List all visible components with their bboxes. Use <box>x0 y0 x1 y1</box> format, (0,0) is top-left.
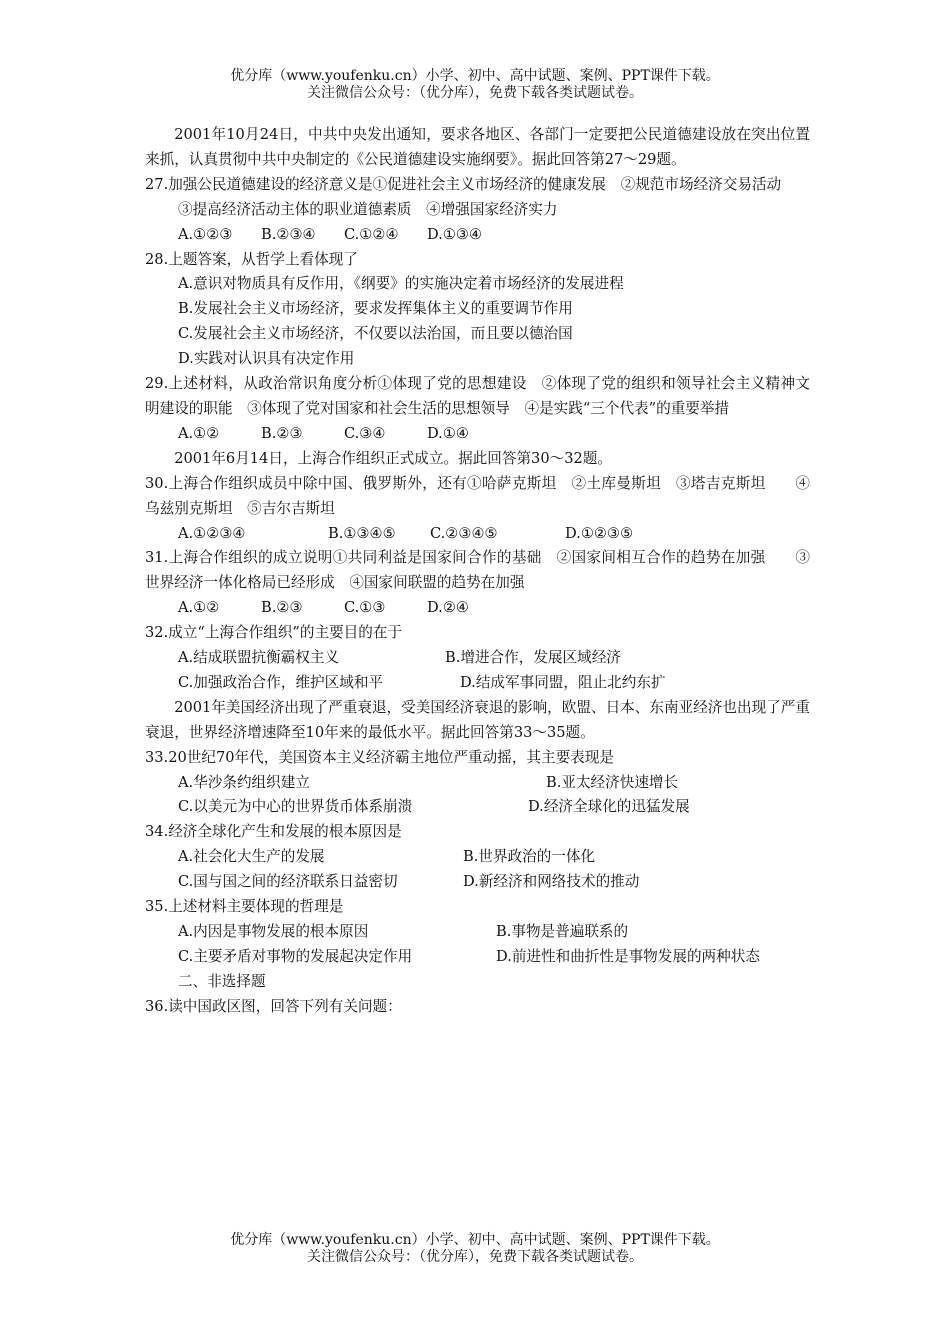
option-d: D.前进性和曲折性是事物发展的两种状态 <box>496 947 760 965</box>
option-b: B.世界政治的一体化 <box>463 848 596 866</box>
option-b: B.②③④ <box>261 225 316 243</box>
option-c: C.主要矛盾对事物的发展起决定作用 <box>178 947 413 965</box>
question-33-options-row-2 <box>145 795 810 820</box>
footer-line-2: 关注微信公众号：（优分库），免费下载各类试题试卷。 <box>307 1249 643 1265</box>
option-a: A.①②③ <box>178 225 233 243</box>
option-b: B.①③④⑤ <box>328 524 396 542</box>
option-a: A.内因是事物发展的根本原因 <box>178 923 369 940</box>
question-27-stem-cont: ③提高经济活动主体的职业道德素质 ④增强国家经济实力 <box>178 200 558 218</box>
question-35-options-row-1 <box>145 920 810 945</box>
option-d: D.结成军事同盟，阻止北约东扩 <box>460 673 666 691</box>
question-30-stem: 30.上海合作组织成员中除中国、俄罗斯外，还有①哈萨克斯坦 ②土库曼斯坦 ③塔吉克斯坦 ④乌兹别克斯坦 ⑤吉尔吉斯坦 <box>145 474 810 517</box>
option-c: C.以美元为中心的世界货币体系崩溃 <box>178 798 413 816</box>
option-a: A.结成联盟抗衡霸权主义 <box>178 649 340 667</box>
question-35-options-row-2 <box>145 945 810 970</box>
question-28-option-b: B.发展社会主义市场经济，要求发挥集体主义的重要调节作用 <box>178 300 573 318</box>
question-35-stem: 35.上述材料主要体现的哲理是 <box>145 898 344 916</box>
option-a: A.华沙条约组织建立 <box>178 773 310 791</box>
option-c: C.国与国之间的经济联系日益密切 <box>178 873 398 891</box>
material-passage-2: 2001年6月14日，上海合作组织正式成立。据此回答第30～32题。 <box>174 449 612 467</box>
question-28-option-c: C.发展社会主义市场经济，不仅要以法治国，而且要以德治国 <box>178 325 573 343</box>
question-27-options <box>145 223 810 248</box>
option-b: B.②③ <box>261 424 303 442</box>
exam-content <box>145 123 810 1020</box>
option-c: C.③④ <box>344 424 386 442</box>
option-c: C.①③ <box>344 599 386 617</box>
question-34-options-row-2 <box>145 870 810 895</box>
section-heading-nonchoice: 二、非选择题 <box>178 972 266 990</box>
option-d: D.①③④ <box>427 225 483 243</box>
question-27-stem: 27.加强公民道德建设的经济意义是①促进社会主义市场经济的健康发展 ②规范市场经济交易活动 <box>145 175 782 193</box>
question-32-options-row-1 <box>145 646 810 671</box>
option-d: D.①②③⑤ <box>565 524 634 542</box>
question-28-option-d: D.实践对认识具有决定作用 <box>178 350 355 368</box>
page-footer <box>0 1232 950 1266</box>
question-30-options <box>145 522 810 547</box>
question-32-options-row-2 <box>145 671 810 696</box>
question-28-option-a: A.意识对物质具有反作用，《纲要》的实施决定着市场经济的发展进程 <box>178 275 624 293</box>
page-header <box>0 68 950 102</box>
footer-line-1: 优分库（www.youfenku.cn）小学、初中、高中试题、案例、PPT课件下载。 <box>230 1232 720 1248</box>
question-36-stem: 36.读中国政区图，回答下列有关问题： <box>145 997 402 1015</box>
option-c: C.①②④ <box>344 225 399 243</box>
option-d: D.新经济和网络技术的推动 <box>463 873 640 891</box>
option-a: A.社会化大生产的发展 <box>178 848 325 866</box>
option-b: B.②③ <box>261 599 303 617</box>
option-d: D.经济全球化的迅猛发展 <box>528 798 690 816</box>
header-line-1: 优分库（www.youfenku.cn）小学、初中、高中试题、案例、PPT课件下载。 <box>230 68 720 84</box>
question-31-options <box>145 596 810 621</box>
option-b: B.事物是普遍联系的 <box>496 923 629 940</box>
option-a: A.①② <box>178 424 220 442</box>
question-28-stem: 28.上题答案，从哲学上看体现了 <box>145 250 358 268</box>
question-34-stem: 34.经济全球化产生和发展的根本原因是 <box>145 823 402 841</box>
question-29-options <box>145 422 810 447</box>
header-line-2: 关注微信公众号：（优分库），免费下载各类试题试卷。 <box>307 85 643 101</box>
option-b: B.亚太经济快速增长 <box>546 773 679 791</box>
question-31-stem: 31.上海合作组织的成立说明①共同利益是国家间合作的基础 ②国家间相互合作的趋势在加强 ③世界经济一体化格局已经形成 ④国家间联盟的趋势在加强 <box>145 549 810 592</box>
option-b: B.增进合作，发展区域经济 <box>445 649 621 667</box>
question-33-options-row-1 <box>145 771 810 796</box>
question-33-stem: 33.20世纪70年代，美国资本主义经济霸主地位严重动摇，其主要表现是 <box>145 748 614 766</box>
question-32-stem: 32.成立“上海合作组织”的主要目的在于 <box>145 624 403 642</box>
question-29-stem: 29.上述材料，从政治常识角度分析①体现了党的思想建设 ②体现了党的组织和领导社会主义精神文明建设的职能 ③体现了党对国家和社会生活的思想领导 ④是实践“三个代表”的重要举措 <box>145 375 810 417</box>
option-a: A.①②③④ <box>178 524 246 542</box>
material-passage-3: 2001年美国经济出现了严重衰退，受美国经济衰退的影响，欧盟、日本、东南亚经济也出现了严重衰退，世界经济增速降至10年来的最低水平。据此回答第33～35题。 <box>145 698 810 741</box>
option-c: C.②③④⑤ <box>430 524 498 542</box>
question-34-options-row-1 <box>145 845 810 870</box>
option-d: D.②④ <box>427 599 469 617</box>
option-d: D.①④ <box>427 424 469 442</box>
option-a: A.①② <box>178 599 220 617</box>
material-passage-1: 2001年10月24日，中共中央发出通知，要求各地区、各部门一定要把公民道德建设放在突出位置来抓，认真贯彻中共中央制定的《公民道德建设实施纲要》。据此回答第27～29题。 <box>145 126 810 168</box>
option-c: C.加强政治合作，维护区域和平 <box>178 673 384 691</box>
